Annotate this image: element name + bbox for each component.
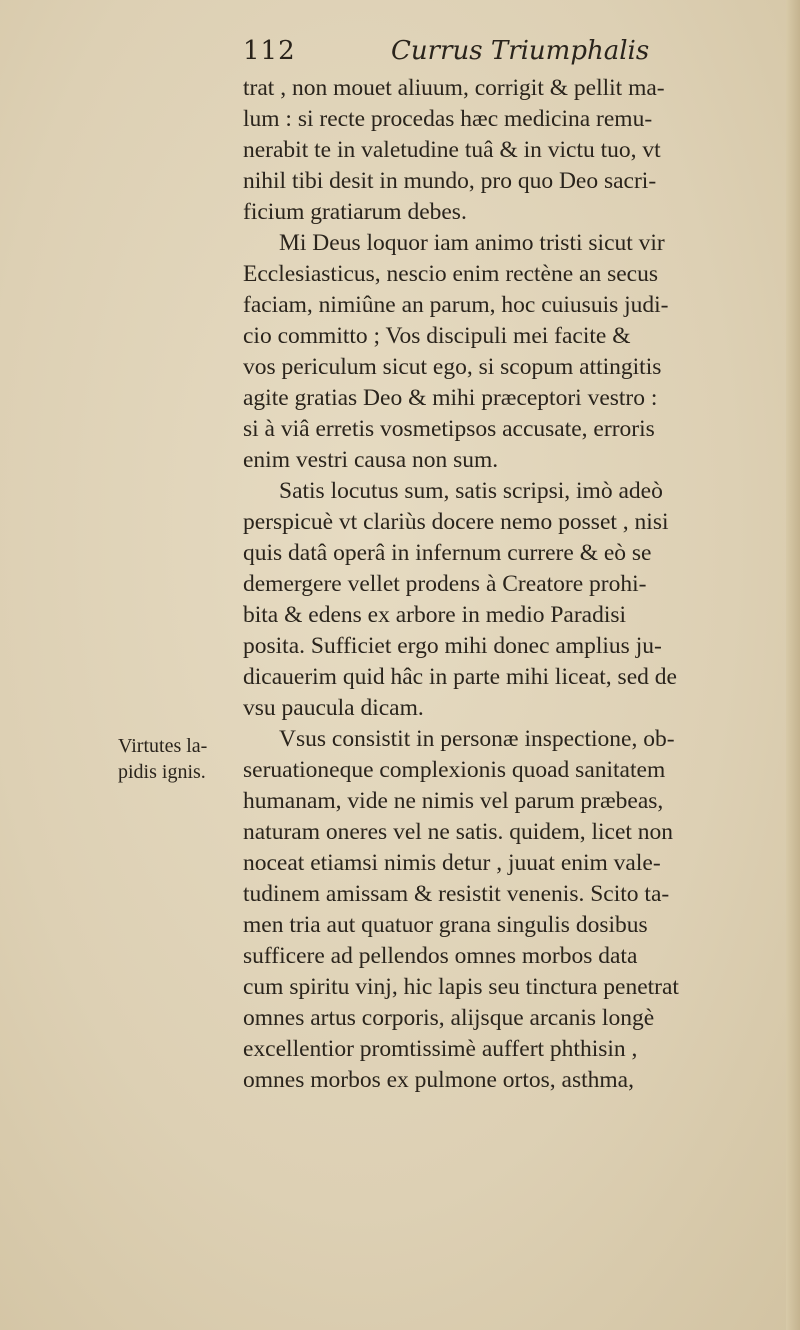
text-line: faciam, nimiûne an parum, hoc cuiusuis judi- <box>243 292 669 318</box>
text-line: excellentior promtissimè auffert phthisin , <box>243 1036 638 1062</box>
text-line: trat , non mouet aliuum, corrigit & pellit ma- <box>243 75 665 101</box>
text-line: seruationeque complexionis quoad sanitatem <box>243 757 666 783</box>
text-line: omnes artus corporis, alijsque arcanis longè <box>243 1005 655 1031</box>
text-line: cum spiritu vinj, hic lapis seu tinctura penetrat <box>243 974 679 1000</box>
text-line: men tria aut quatuor grana singulis dosibus <box>243 912 648 938</box>
text-line: enim vestri causa non sum. <box>243 447 499 473</box>
text-line: bita & edens ex arbore in medio Paradisi <box>243 602 627 628</box>
text-line: nerabit te in valetudine tuâ & in victu tuo, vt <box>243 137 661 163</box>
text-line: Ecclesiasticus, nescio enim rectène an secus <box>243 261 658 287</box>
text-line: Satis locutus sum, satis scripsi, imò adeò <box>279 478 663 504</box>
page-header <box>243 36 763 70</box>
running-title: Currus Triumphalis <box>391 36 650 66</box>
text-line: lum : si recte procedas hæc medicina remu- <box>243 106 653 132</box>
text-line: humanam, vide ne nimis vel parum præbeas, <box>243 788 664 814</box>
text-line: Vsus consistit in personæ inspectione, ob- <box>279 726 675 752</box>
marginal-note <box>118 733 238 785</box>
text-line: perspicuè vt clariùs docere nemo posset , nisi <box>243 509 669 535</box>
text-line: tudinem amissam & resistit venenis. Scito ta- <box>243 881 670 907</box>
text-line: demergere vellet prodens à Creatore prohi- <box>243 571 647 597</box>
text-line: vos periculum sicut ego, si scopum attingitis <box>243 354 662 380</box>
text-line: quis datâ operâ in infernum currere & eò se <box>243 540 652 566</box>
text-line: ficium gratiarum debes. <box>243 199 467 225</box>
text-line: naturam oneres vel ne satis. quidem, licet non <box>243 819 674 845</box>
marginal-note-line: pidis ignis. <box>118 761 206 783</box>
text-line: vsu paucula dicam. <box>243 695 424 721</box>
text-line: nihil tibi desit in mundo, pro quo Deo sacri- <box>243 168 657 194</box>
marginal-note-line: Virtutes la- <box>118 735 208 757</box>
text-line: Mi Deus loquor iam animo tristi sicut vir <box>279 230 665 256</box>
body-text <box>243 73 768 1096</box>
text-line: dicauerim quid hâc in parte mihi liceat, sed de <box>243 664 677 690</box>
text-line: cio committo ; Vos discipuli mei facite & <box>243 323 631 349</box>
text-line: agite gratias Deo & mihi præceptori vestro : <box>243 385 658 411</box>
page-edge <box>786 0 800 1330</box>
text-line: si à viâ erretis vosmetipsos accusate, erroris <box>243 416 655 442</box>
text-line: omnes morbos ex pulmone ortos, asthma, <box>243 1067 634 1093</box>
text-line: posita. Sufficiet ergo mihi donec amplius ju- <box>243 633 662 659</box>
text-line: noceat etiamsi nimis detur , juuat enim vale- <box>243 850 661 876</box>
page-number: 112 <box>243 36 296 66</box>
text-line: sufficere ad pellendos omnes morbos data <box>243 943 638 969</box>
